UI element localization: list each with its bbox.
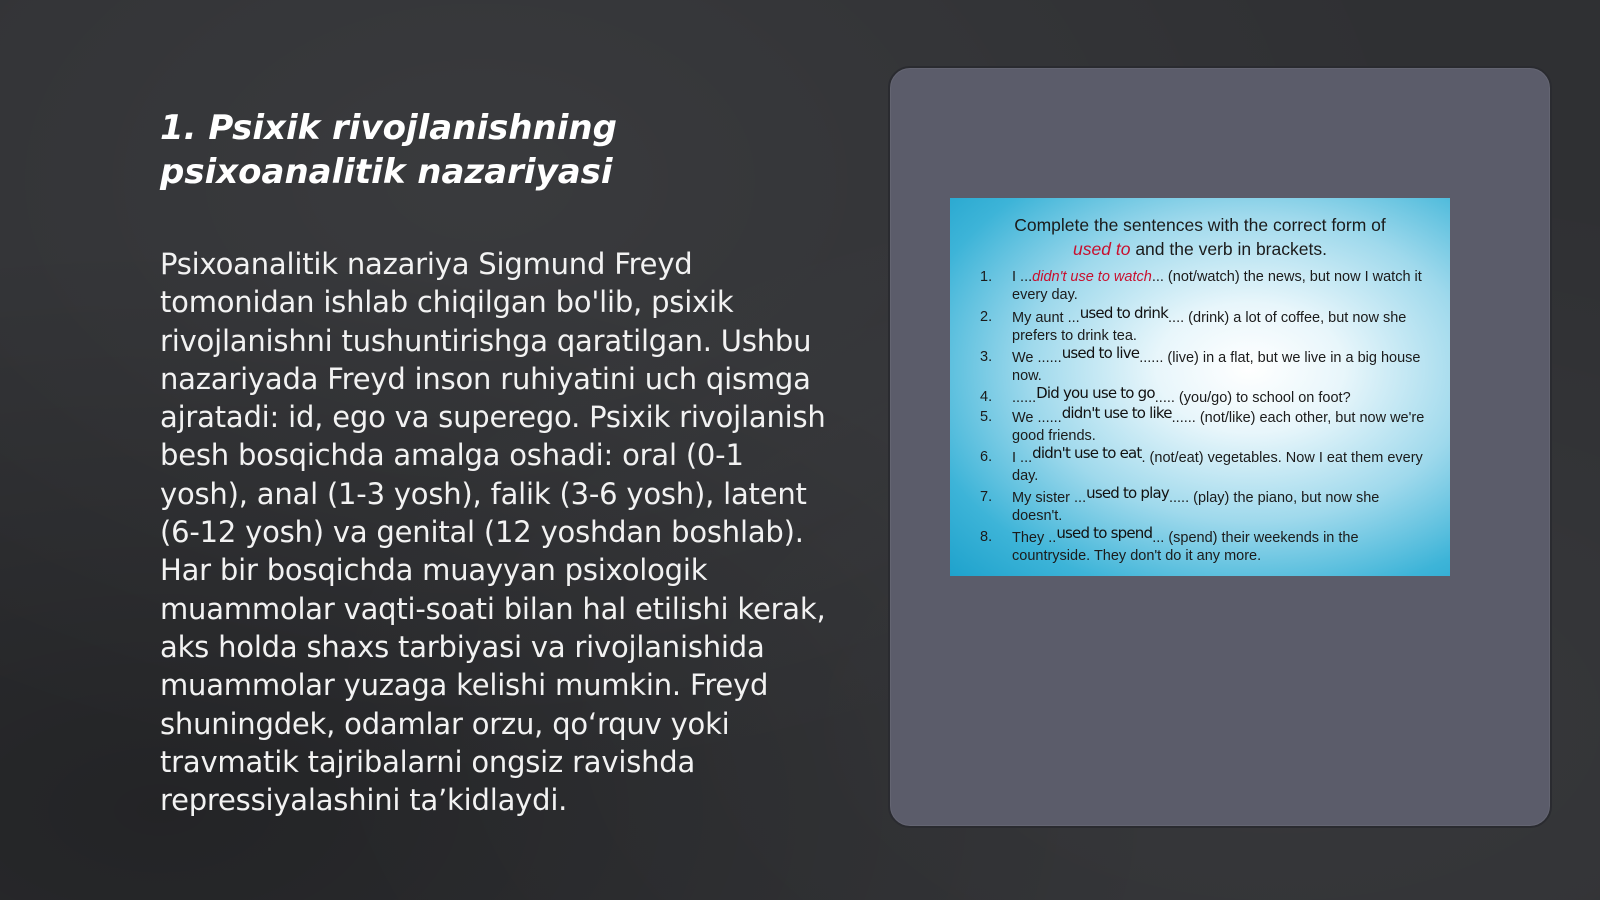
item-answer: used to live xyxy=(1061,344,1140,362)
item-prefix: They .. xyxy=(1012,530,1057,546)
item-number: 5. xyxy=(980,409,993,425)
item-number: 4. xyxy=(980,389,993,405)
item-answer: used to drink xyxy=(1079,304,1169,322)
item-answer: used to spend xyxy=(1056,524,1153,542)
item-prefix: I ... xyxy=(1012,450,1033,466)
exercise-heading-line1: Complete the sentences with the correct form of xyxy=(1014,215,1386,235)
item-answer: used to play xyxy=(1086,484,1169,502)
item-answer: didn't use to eat xyxy=(1032,444,1142,462)
item-suffix: ...... (live) in a flat, but we live in a big house now. xyxy=(1012,350,1421,384)
item-prefix: I ... xyxy=(1012,269,1033,285)
slide-body-text: Psixoanalitik nazariya Sigmund Freyd tomonidan ishlab chiqilgan bo'lib, psixik rivojlanishni tushuntirishga qaratilgan. Ushbu nazariyada Freyd inson ruhiyatini uch qismga ajratadi: id, ego va superego. Psixik rivojlanish besh bosqichda amalga oshadi: oral (0-1 yosh), anal (1-3 yosh), falik (3-6 yosh), latent (6-12 yosh) va genital (12 yoshdan boshlab). Har bir bosqichda muayyan psixologik muammolar vaqti-soati bilan hal etilishi kerak, aks holda shaxs tarbiyasi va rivojlanishida muammolar yuzaga kelishi mumkin. Freyd shuningdek, odamlar orzu, qo‘rquv yoki travmatik tajribalarni ongsiz ravishda repressiyalashini ta’kidlaydi. xyxy=(160,247,826,818)
item-number: 1. xyxy=(980,269,993,285)
item-number: 8. xyxy=(980,529,993,545)
item-suffix: ..... (play) the piano, but now she doesn't. xyxy=(1012,490,1380,524)
item-suffix: . (not/eat) vegetables. Now I eat them every day. xyxy=(1012,450,1423,484)
item-prefix: We ...... xyxy=(1012,350,1062,366)
slide-title: 1. Psixik rivojlanishning psixoanalitik nazariyasi xyxy=(160,108,617,192)
exercise-image xyxy=(950,198,1450,576)
item-number: 3. xyxy=(980,349,993,365)
item-number: 6. xyxy=(980,449,993,465)
exercise-heading-line2: and the verb in brackets. xyxy=(1130,239,1327,259)
item-prefix: We ...... xyxy=(1012,410,1062,426)
item-prefix: My sister ... xyxy=(1012,490,1087,506)
item-suffix: ... (not/watch) the news, but now I watch it every day. xyxy=(1012,269,1422,303)
item-prefix: ...... xyxy=(1012,390,1037,406)
item-suffix: .... (drink) a lot of coffee, but now she prefers to drink tea. xyxy=(1012,310,1407,344)
item-number: 7. xyxy=(980,489,993,505)
exercise-heading-red: used to xyxy=(1073,239,1131,259)
item-suffix: ... (spend) their weekends in the countryside. They don't do it any more. xyxy=(1012,530,1359,564)
item-answer: Did you use to go xyxy=(1036,384,1155,402)
exercise-heading xyxy=(950,213,1450,261)
item-prefix: My aunt ... xyxy=(1012,310,1080,326)
item-answer: didn't use to watch xyxy=(1032,269,1152,285)
item-suffix: ..... (you/go) to school on foot? xyxy=(1154,390,1351,406)
item-suffix: ...... (not/like) each other, but now we're good friends. xyxy=(1012,410,1425,444)
item-answer: didn't use to like xyxy=(1061,404,1172,422)
item-number: 2. xyxy=(980,309,993,325)
